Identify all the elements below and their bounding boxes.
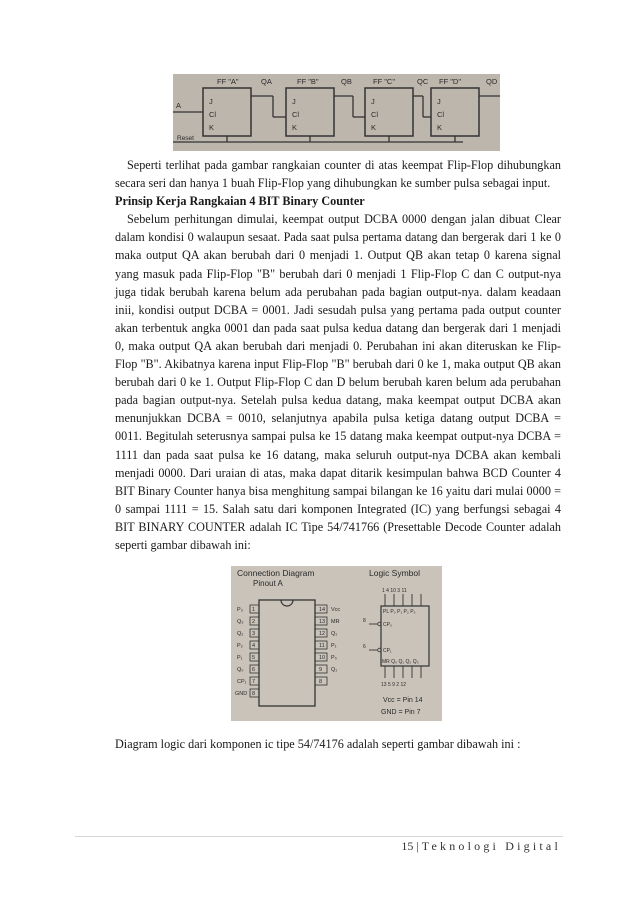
svg-text:J: J <box>292 97 296 106</box>
logic-symbol-title: Logic Symbol <box>369 568 421 578</box>
output-label-qd: QD <box>486 77 498 86</box>
svg-text:P₃: P₃ <box>237 607 243 613</box>
svg-text:Q₃: Q₃ <box>237 619 244 625</box>
svg-text:Q₂: Q₂ <box>237 631 244 637</box>
ic-pinout-diagram <box>231 566 442 721</box>
svg-text:P₁: P₁ <box>237 655 243 661</box>
svg-text:12: 12 <box>319 631 326 637</box>
svg-text:6: 6 <box>363 644 366 650</box>
svg-text:K: K <box>371 123 377 132</box>
body-text <box>115 156 561 554</box>
section-heading: Prinsip Kerja Rangkaian 4 BIT Binary Counter <box>115 194 365 209</box>
page-footer <box>401 839 561 854</box>
output-label-qc: QC <box>417 77 429 86</box>
svg-text:5: 5 <box>252 655 256 661</box>
page-number: 15 <box>401 839 414 853</box>
pinout-subtitle: Pinout A <box>253 579 283 588</box>
svg-text:10: 10 <box>319 655 326 661</box>
counter-circuit-figure <box>173 74 500 151</box>
svg-text:8: 8 <box>363 618 366 624</box>
svg-text:8: 8 <box>319 679 323 685</box>
svg-text:Q₀: Q₀ <box>237 667 244 673</box>
footer-divider <box>75 836 563 837</box>
svg-text:11: 11 <box>319 643 325 649</box>
svg-text:P₀: P₀ <box>331 655 337 661</box>
figure-caption: Diagram logic dari komponen ic tipe 54/74176 adalah seperti gambar dibawah ini : <box>115 737 521 751</box>
svg-text:GND: GND <box>235 691 248 697</box>
svg-text:CP₀: CP₀ <box>383 622 393 628</box>
counter-circuit-diagram <box>173 74 500 151</box>
pin-k: K <box>209 123 215 132</box>
svg-text:7: 7 <box>252 679 256 685</box>
paragraph-intro: Seperti terlihat pada gambar rangkaian counter di atas keempat Flip-Flop dihubungkan secara seri dan hanya 1 buah Flip-Flop yang dihubungkan ke sumber pulsa sebagai input. <box>115 158 561 191</box>
svg-text:4: 4 <box>252 643 256 649</box>
svg-text:Q₁: Q₁ <box>331 667 338 673</box>
input-label: A <box>176 101 182 110</box>
svg-text:MR: MR <box>331 619 340 625</box>
svg-text:P₂: P₂ <box>237 643 243 649</box>
svg-text:CP₁: CP₁ <box>383 648 392 654</box>
svg-text:13: 13 <box>319 619 326 625</box>
output-label-qa: QA <box>261 77 272 86</box>
svg-text:J: J <box>371 97 375 106</box>
svg-text:Q₁: Q₁ <box>331 631 338 637</box>
ff-label-d: FF "D" <box>439 77 461 86</box>
svg-text:MR Q₀ Q₁ Q₂ Q₃: MR Q₀ Q₁ Q₂ Q₃ <box>382 659 419 665</box>
connection-diagram-title: Connection Diagram <box>237 568 315 578</box>
footer-title: Teknologi Digital <box>421 839 561 853</box>
footer-separator: | <box>416 839 419 853</box>
svg-text:13 5 9 2 12: 13 5 9 2 12 <box>381 682 407 688</box>
svg-text:Vcc: Vcc <box>331 607 341 613</box>
svg-text:14: 14 <box>319 607 326 613</box>
svg-text:CP₁: CP₁ <box>237 679 247 685</box>
svg-text:Cl: Cl <box>371 110 379 119</box>
ff-label-c: FF "C" <box>373 77 395 86</box>
ic-diagram-figure <box>231 566 442 721</box>
svg-text:PL P₀ P₁ P₂ P₃: PL P₀ P₁ P₂ P₃ <box>383 609 416 615</box>
svg-text:P₁: P₁ <box>331 643 337 649</box>
svg-text:K: K <box>437 123 443 132</box>
svg-text:2: 2 <box>252 619 256 625</box>
svg-text:Vcc = Pin 14: Vcc = Pin 14 <box>383 697 423 704</box>
pin-j: J <box>209 97 213 106</box>
svg-text:GND = Pin 7: GND = Pin 7 <box>381 709 421 716</box>
pin-cl: Cl <box>209 110 217 119</box>
svg-text:8: 8 <box>252 691 256 697</box>
svg-text:Cl: Cl <box>437 110 445 119</box>
output-label-qb: QB <box>341 77 352 86</box>
svg-text:3: 3 <box>252 631 256 637</box>
svg-text:J: J <box>437 97 441 106</box>
ff-label-b: FF "B" <box>297 77 319 86</box>
ff-label-a: FF "A" <box>217 77 239 86</box>
svg-text:K: K <box>292 123 298 132</box>
svg-text:Cl: Cl <box>292 110 300 119</box>
svg-text:1 4 10 3 11: 1 4 10 3 11 <box>382 588 407 594</box>
svg-text:1: 1 <box>252 607 256 613</box>
svg-text:9: 9 <box>319 667 323 673</box>
paragraph-explanation: Sebelum perhitungan dimulai, keempat output DCBA 0000 dengan jalan dibuat Clear dalam kondisi 0 walaupun sesaat. Pada saat pulsa pertama datang dan bergerak dari 1 ke 0 maka output QA akan berubah dari 0 menjadi 1. Output QB akan tetap 0 karena signal yang masuk pada Flip-Flop "B" berubah dari 0 menjadi 1 Flip-Flop C dan C output-nya juga tidak berubah karena belum ada perubahan pada bagian output-nya. dalam keadaan inii, kondisi output DCBA = 0001. Jadi sesudah pulsa yang pertama pada output counter akan terbentuk angka 0001 dan pada saat pulsa kedua datang dan bergerak dari 1 menjadi 0, maka output QA akan berubah dari menjadi 0. Perubahan ini akan diteruskan ke Flip-Flop "B". Akibatnya karena input Flip-Flop "B" berubah dari 0 ke 1, maka output QB akan berubah dari 0 ke 1. Output Flip-Flop C dan D belum berubah karen belum ada perubahan pada bagian output-nya. Setelah pulsa kedua datang, maka keempat output DCBA akan menunjukkan DCBA = 0010, selanjutnya apabila pulsa ketiga datang output DCBA = 0011. Begitulah seterusnya sampai pulsa ke 15 datang maka keempat output-nya DCBA = 1111 dan pada saat pulsa ke 16 datang, maka seluruh output-nya DCBA akan kembali menjadi 0000. Dari uraian di atas, maka dapat ditarik kesimpulan bahwa BCD Counter 4 BIT Binary Counter hanya bisa menghitung sampai bilangan ke 16 yaitu dari mulai 0000 = 0 sampai 1111 = 15. Salah satu dari komponen Integrated (IC) yang berfungsi sebagai 4 BIT BINARY COUNTER adalah IC Tipe 54/741766 (Presettable Decode Counter adalah seperti gambar dibawah ini: <box>115 212 561 552</box>
svg-text:6: 6 <box>252 667 256 673</box>
reset-label: Reset <box>177 135 194 142</box>
